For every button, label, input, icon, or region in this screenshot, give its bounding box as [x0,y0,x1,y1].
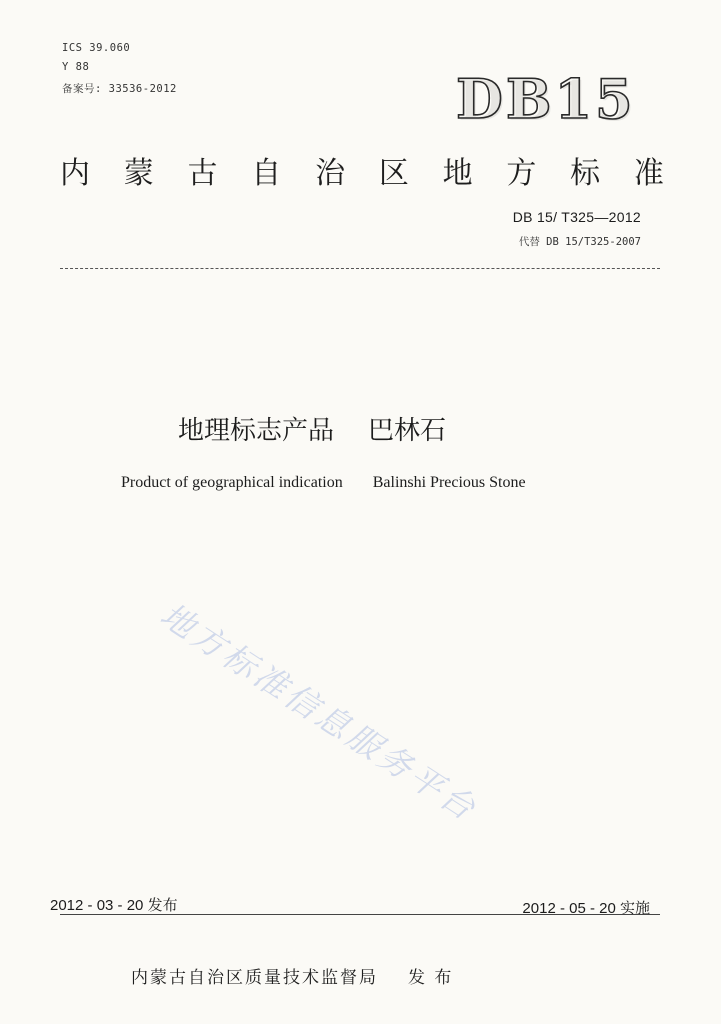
replaces-standard: 代替 DB 15/T325-2007 [518,236,641,248]
org-title-char: 蒙 [123,156,154,191]
org-title-char: 准 [633,156,664,191]
classification-code: Y 88 [62,61,90,73]
org-title [60,148,664,192]
org-title-char: 治 [315,156,346,191]
org-title-char: 内 [60,156,90,191]
publisher-org: 内蒙古自治区质量技术监督局 [131,968,378,988]
org-title-char: 地 [442,156,473,191]
org-title-char: 区 [378,156,409,191]
publisher-action: 发 布 [408,968,454,988]
db15-logo: DB15 [456,67,636,131]
issue-date: 2012 - 03 - 20 发布 [50,897,178,914]
footer-divider [60,914,660,915]
implementation-date: 2012 - 05 - 20 实施 [522,900,650,917]
publisher [131,963,453,988]
org-title-char: 自 [251,156,282,191]
title-cn [178,410,446,447]
watermark: 地方标准信息服务平台 [153,595,486,830]
header-divider [60,268,660,269]
org-title-char: 方 [506,156,537,191]
standard-code: DB 15/ T325—2012 [512,209,641,225]
title-en-sub: Balinshi Precious Stone [372,474,526,491]
title-cn-main: 地理标志产品 [178,416,335,446]
org-title-char: 标 [570,156,601,191]
record-number: 备案号: 33536-2012 [62,83,177,95]
ics-code: ICS 39.060 [62,42,131,54]
org-title-char: 古 [187,156,218,191]
title-en [121,474,526,492]
title-en-main: Product of geographical indication [121,474,343,491]
title-cn-sub: 巴林石 [368,416,447,446]
